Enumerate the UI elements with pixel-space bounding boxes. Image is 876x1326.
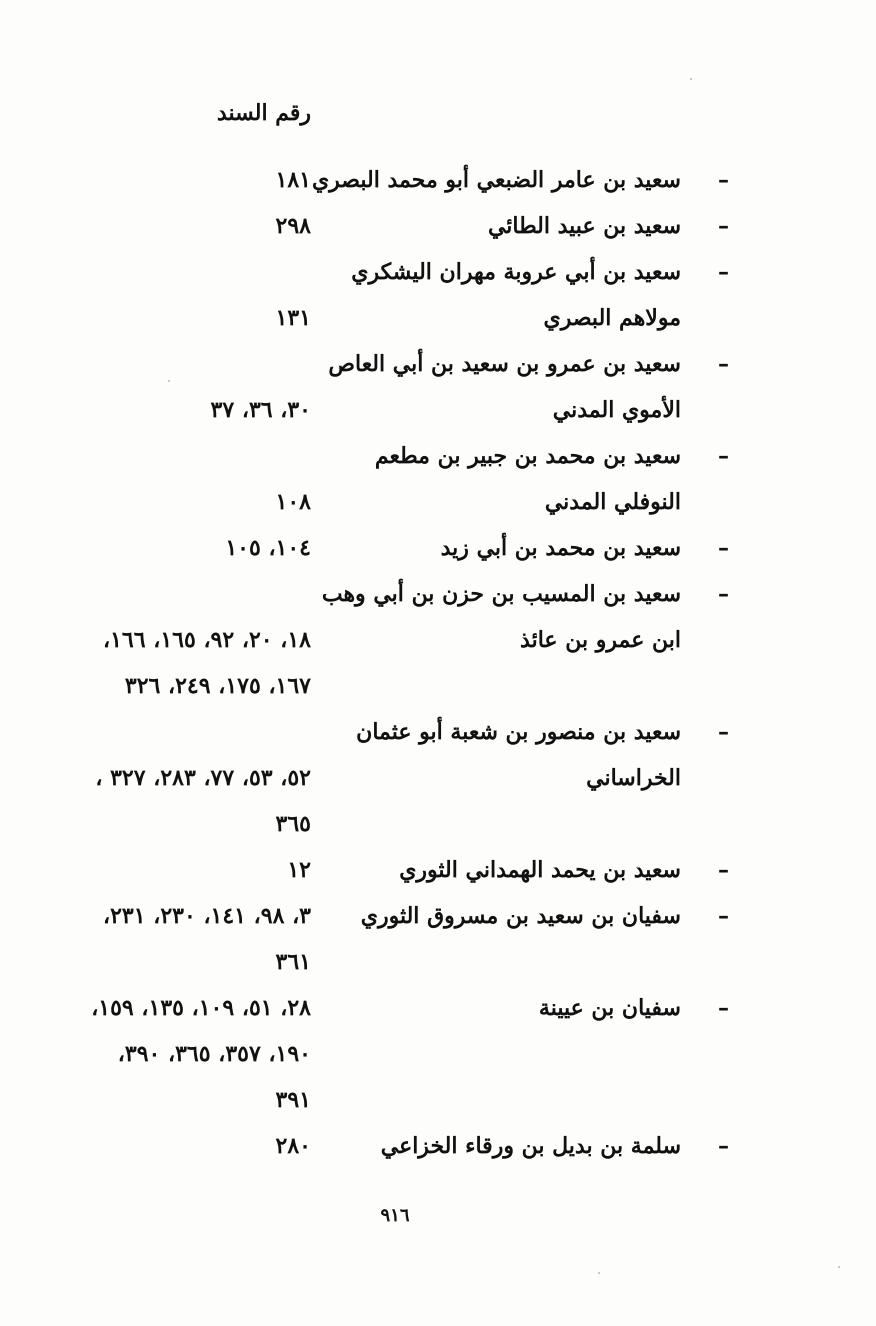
narrator-name: سلمة بن بديل بن ورقاء الخزاعي: [380, 1133, 681, 1159]
entry-dash: –: [718, 719, 729, 745]
sanad-number-line: ١٣١: [275, 305, 311, 331]
narrator-line: [329, 525, 729, 571]
narrator-line: [329, 1031, 729, 1077]
sanad-number-line: ٢٨، ٥١، ١٠٩، ١٣٥، ١٥٩،: [91, 995, 311, 1021]
sanad-number-line: ٣٦٥: [275, 811, 311, 837]
narrator-line: [329, 801, 729, 847]
narrator-name: سعيد بن يحمد الهمداني الثوري: [399, 857, 681, 883]
entry-dash: –: [718, 535, 729, 561]
narrator-name: سفيان بن عيينة: [538, 995, 681, 1021]
scan-speck: [168, 380, 170, 382]
narrator-name: مولاهم البصري: [543, 305, 681, 331]
entry-dash: –: [718, 351, 729, 377]
narrator-line: [329, 1077, 729, 1123]
narrator-line: [329, 709, 729, 755]
narrator-line: [329, 939, 729, 985]
sanad-number-line: ٢٩٨: [275, 213, 311, 239]
sanad-number-line: ١٨، ٢٠، ٩٢، ١٦٥، ١٦٦،: [103, 627, 311, 653]
entry-dash: –: [718, 857, 729, 883]
narrator-line: [329, 663, 729, 709]
sanad-number-line: ١٠٨: [275, 489, 311, 515]
narrator-name: الأموي المدني: [552, 397, 681, 423]
narrator-name: سعيد بن المسيب بن حزن بن أبي وهب: [321, 581, 681, 607]
narrator-line: [329, 203, 729, 249]
entry-dash: –: [718, 1133, 729, 1159]
entry-dash: –: [718, 443, 729, 469]
narrator-line: [329, 295, 729, 341]
entry-dash: –: [718, 259, 729, 285]
narrator-line: [329, 1123, 729, 1169]
narrator-name: النوفلي المدني: [544, 489, 681, 515]
narrator-line: [329, 755, 729, 801]
sanad-number-line: [11, 249, 311, 295]
sanad-numbers-column: [11, 157, 311, 1169]
entry-dash: –: [718, 903, 729, 929]
narrator-name: سعيد بن أبي عروبة مهران اليشكري: [351, 259, 681, 285]
sanad-number-line: ٥٢، ٥٣، ٧٧، ٢٨٣، ٣٢٧ ،: [95, 765, 311, 791]
narrator-line: [329, 985, 729, 1031]
entry-dash: –: [718, 995, 729, 1021]
sanad-number-line: ١٩٠، ٣٥٧، ٣٦٥، ٣٩٠،: [117, 1041, 311, 1067]
sanad-number-line: ١٨١: [275, 167, 311, 193]
sanad-number-line: [11, 571, 311, 617]
sanad-number-line: ٣٩١: [275, 1087, 311, 1113]
narrator-name: سعيد بن محمد بن جبير بن مطعم: [374, 443, 681, 469]
sanad-number-line: ٣٦١: [275, 949, 311, 975]
sanad-number-line: [11, 341, 311, 387]
scan-speck: [838, 1266, 840, 1268]
narrator-line: [329, 433, 729, 479]
entry-dash: –: [718, 213, 729, 239]
column-header-sanad-number: رقم السند: [216, 100, 311, 126]
narrator-line: [329, 617, 729, 663]
narrator-name: الخراساني: [586, 765, 681, 791]
sanad-number-line: ١٠٤، ١٠٥: [225, 535, 311, 561]
sanad-number-line: ٣، ٩٨، ١٤١، ٢٣٠، ٢٣١،: [103, 903, 311, 929]
sanad-number-line: ٢٨٠: [275, 1133, 311, 1159]
narrator-name: سعيد بن عامر الضبعي أبو محمد البصري: [311, 167, 681, 193]
sanad-number-line: [11, 433, 311, 479]
sanad-number-line: ١٦٧، ١٧٥، ٢٤٩، ٣٢٦: [124, 673, 311, 699]
scan-speck: [690, 78, 692, 80]
sanad-number-line: ٣٠، ٣٦، ٣٧: [210, 397, 311, 423]
narrator-line: [311, 157, 729, 203]
page-number: ٩١٦: [380, 1205, 410, 1226]
narrator-line: [329, 249, 729, 295]
narrator-line: [329, 341, 729, 387]
narrator-line: [321, 571, 729, 617]
narrator-name: سفيان بن سعيد بن مسروق الثوري: [360, 903, 681, 929]
scan-speck: [598, 1272, 600, 1274]
narrator-name: ابن عمرو بن عائذ: [520, 627, 681, 653]
narrator-names-column: [311, 157, 729, 1169]
entry-dash: –: [718, 167, 729, 193]
sanad-number-line: [11, 709, 311, 755]
narrator-line: [329, 847, 729, 893]
narrator-name: سعيد بن محمد بن أبي زيد: [440, 535, 681, 561]
sanad-number-line: ١٢: [287, 857, 311, 883]
narrator-name: سعيد بن منصور بن شعبة أبو عثمان: [356, 719, 681, 745]
narrator-line: [329, 893, 729, 939]
narrator-line: [329, 387, 729, 433]
narrator-line: [329, 479, 729, 525]
narrator-name: سعيد بن عبيد الطائي: [487, 213, 681, 239]
narrator-name: سعيد بن عمرو بن سعيد بن أبي العاص: [328, 351, 681, 377]
entry-dash: –: [718, 581, 729, 607]
